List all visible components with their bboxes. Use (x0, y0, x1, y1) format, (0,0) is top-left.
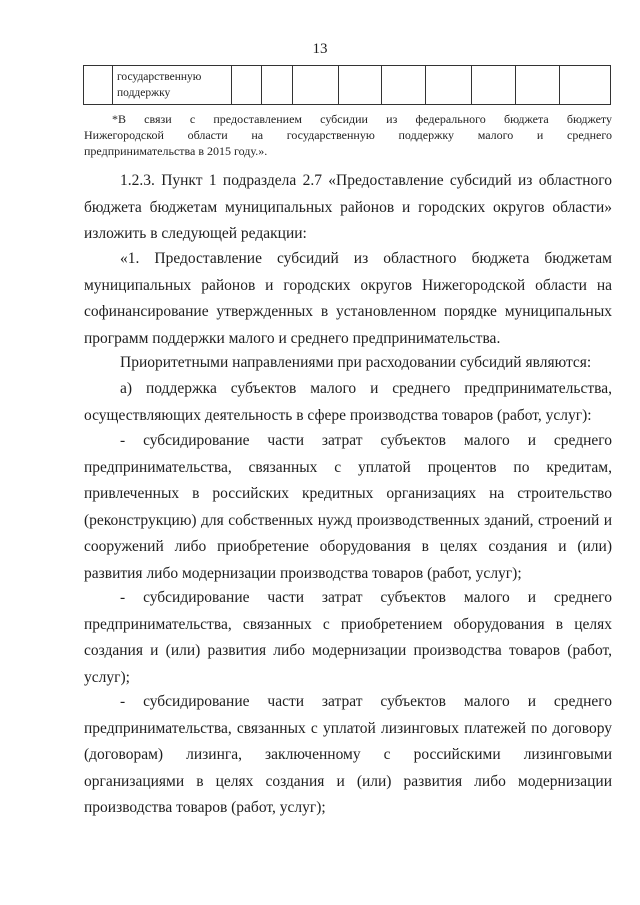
paragraph-item-a (84, 376, 612, 429)
paragraph-line: развития либо модернизации производства товаров (работ, услуг); (84, 564, 522, 582)
table-cell (339, 66, 382, 105)
paragraph-line: изложить в следующей редакции: (84, 225, 307, 242)
paragraph-line: 1.2.3. Пункт 1 подраздела 2.7 «Предоставление субсидий из областного (120, 172, 612, 189)
table-cell (84, 66, 113, 105)
paragraph-priorities (84, 350, 612, 377)
paragraph-line: «1. Предоставление субсидий из областного бюджета бюджетам (120, 250, 612, 267)
paragraph-line: создания и (или) развития либо модернизации производства товаров (работ, (84, 642, 612, 659)
paragraph-item-1 (84, 246, 612, 352)
footnote-line: Нижегородской области на государственную поддержку малого и среднего (84, 128, 612, 142)
table-cell (472, 66, 516, 105)
paragraph-line: а) поддержка субъектов малого и среднего предпринимательства, (120, 380, 612, 397)
table-cell (560, 66, 611, 105)
paragraph-line: осуществляющих деятельность в сфере производства товаров (работ, услуг): (84, 406, 592, 424)
paragraph-bullet-3 (84, 689, 612, 822)
table-cell-line: поддержку (117, 87, 171, 99)
table-cell (382, 66, 426, 105)
paragraph-line: производства товаров (работ, услуг); (84, 799, 326, 816)
paragraph-line: программ поддержки малого и среднего предпринимательства. (84, 329, 501, 347)
table-cell-label (113, 66, 232, 105)
table-cell (426, 66, 472, 105)
paragraph-line: сооружений либо приобретение оборудования в целях создания и (или) (84, 538, 612, 555)
paragraph-line: софинансирование утвержденных в установленном порядке муниципальных (84, 303, 612, 320)
footnote-line: *В связи с предоставлением субсидии из федерального бюджета бюджету (112, 112, 612, 126)
paragraph-line: - субсидирование части затрат субъектов малого и среднего (120, 693, 612, 710)
paragraph-line: муниципальных районов и городских округов Нижегородской области на (84, 276, 612, 294)
paragraph-line: - субсидирование части затрат субъектов малого и среднего (120, 589, 612, 606)
paragraph-line: (договорам) лизинга, заключенному с российскими лизинговыми (84, 746, 612, 763)
paragraph-line: услуг); (84, 668, 130, 686)
table-cell (232, 66, 262, 105)
footnote-line: предпринимательства в 2015 году.». (84, 144, 268, 158)
paragraph-line: предпринимательства, связанных с приобретением оборудования в целях (84, 615, 612, 633)
paragraph-line: предпринимательства, связанных с уплатой лизинговых платежей по договору (84, 719, 612, 737)
table-cell-line: государственную (117, 71, 202, 83)
table-row (84, 66, 611, 105)
paragraph-line: предпринимательства, связанных с уплатой процентов по кредитам, (84, 458, 612, 476)
paragraph-line: бюджета бюджетам муниципальных районов и городских округов области» (84, 198, 612, 216)
paragraph-line: - субсидирование части затрат субъектов малого и среднего (120, 432, 612, 449)
paragraph-line: (реконструкцию) для собственных нужд производственных зданий, строений и (84, 511, 612, 529)
paragraph-bullet-2 (84, 585, 612, 691)
paragraph-clause-1-2-3 (84, 168, 612, 248)
table-cell (293, 66, 339, 105)
paragraph-line: организациями в целях создания и (или) развития либо модернизации (84, 772, 612, 790)
paragraph-line: Приоритетными направлениями при расходовании субсидий являются: (120, 354, 592, 371)
footnote (84, 111, 612, 159)
table-cell (516, 66, 560, 105)
paragraph-bullet-1 (84, 428, 612, 587)
page-number: 13 (312, 41, 328, 57)
table-cell (262, 66, 293, 105)
table-fragment (83, 65, 611, 105)
paragraph-line: привлеченных в российских кредитных организациях на строительство (84, 485, 612, 502)
